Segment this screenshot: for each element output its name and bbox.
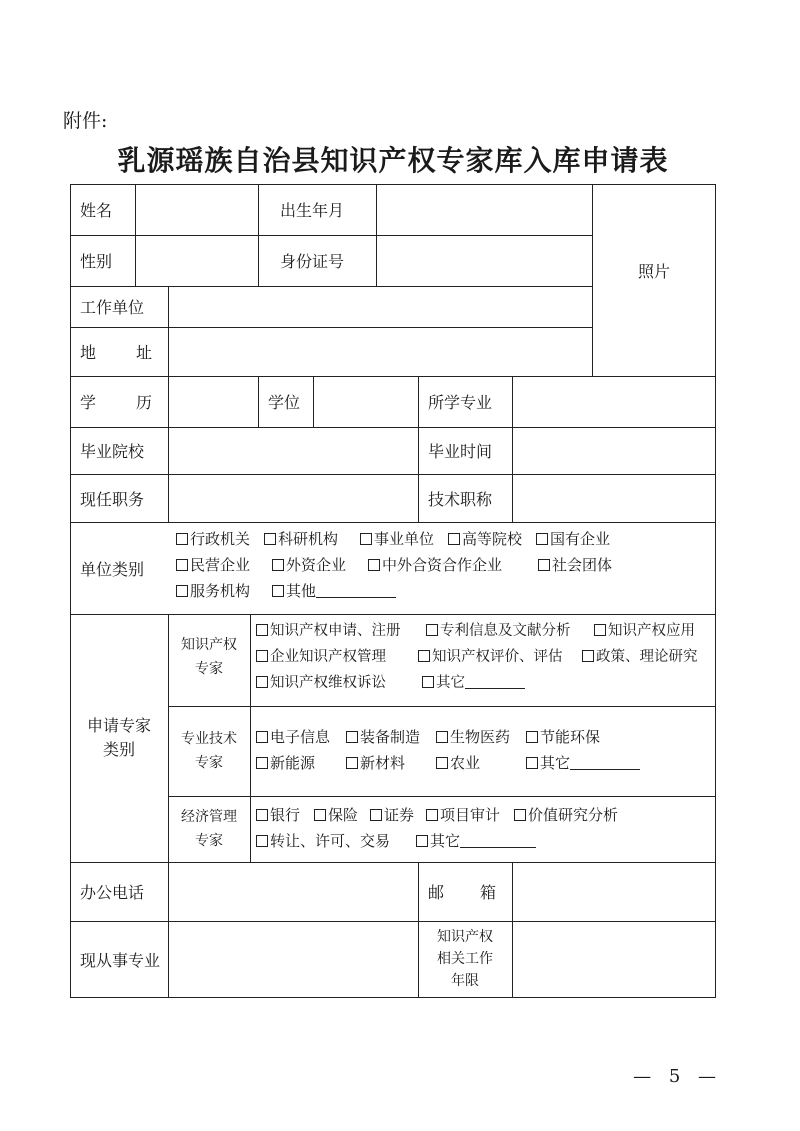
checkbox-option[interactable]: 知识产权维权诉讼 bbox=[256, 670, 422, 696]
current-field-field[interactable] bbox=[168, 921, 418, 997]
tech-expert-options bbox=[256, 724, 640, 776]
email-field[interactable] bbox=[512, 862, 716, 921]
checkbox-icon[interactable] bbox=[346, 731, 358, 743]
checkbox-icon[interactable] bbox=[360, 533, 372, 545]
current-field-label: 现从事专业 bbox=[80, 950, 161, 970]
major-field[interactable] bbox=[512, 376, 716, 427]
checkbox-icon[interactable] bbox=[426, 624, 438, 636]
checkbox-option[interactable]: 新材料 bbox=[346, 750, 436, 776]
school-field[interactable] bbox=[168, 427, 418, 474]
checkbox-option[interactable]: 农业 bbox=[436, 750, 526, 776]
tech-expert-label: 专业技术 专家 bbox=[181, 731, 237, 771]
checkbox-icon[interactable] bbox=[536, 533, 548, 545]
tech-title-field[interactable] bbox=[512, 474, 716, 522]
other-blank-line[interactable] bbox=[316, 582, 396, 598]
checkbox-icon[interactable] bbox=[422, 676, 434, 688]
checkbox-option[interactable]: 民营企业 bbox=[176, 552, 272, 578]
checkbox-icon[interactable] bbox=[256, 624, 268, 636]
birth-field[interactable] bbox=[376, 184, 592, 235]
degree-label: 学位 bbox=[268, 393, 301, 412]
checkbox-option[interactable]: 其它 bbox=[416, 828, 536, 854]
position-field[interactable] bbox=[168, 474, 418, 522]
other-blank-line[interactable] bbox=[465, 673, 525, 689]
checkbox-icon[interactable] bbox=[368, 559, 380, 571]
school-label: 毕业院校 bbox=[80, 442, 145, 461]
checkbox-icon[interactable] bbox=[436, 731, 448, 743]
id-number-field[interactable] bbox=[376, 235, 592, 286]
checkbox-option[interactable]: 高等院校 bbox=[448, 526, 536, 552]
checkbox-option[interactable]: 社会团体 bbox=[538, 552, 612, 578]
checkbox-option[interactable]: 价值研究分析 bbox=[514, 802, 618, 828]
checkbox-option[interactable]: 电子信息 bbox=[256, 724, 346, 750]
checkbox-icon[interactable] bbox=[418, 650, 430, 662]
name-label: 姓名 bbox=[80, 201, 113, 220]
checkbox-option[interactable]: 银行 bbox=[256, 802, 314, 828]
checkbox-option[interactable]: 专利信息及文献分析 bbox=[426, 618, 594, 644]
gender-field[interactable] bbox=[135, 235, 258, 286]
checkbox-icon[interactable] bbox=[582, 650, 594, 662]
checkbox-option[interactable]: 转让、许可、交易 bbox=[256, 828, 416, 854]
checkbox-option[interactable]: 事业单位 bbox=[360, 526, 448, 552]
ip-years-label: 知识产权 相关工作 年限 bbox=[437, 929, 493, 989]
tech-title-label: 技术职称 bbox=[428, 489, 493, 509]
econ-expert-label: 经济管理 专家 bbox=[181, 809, 237, 849]
form-title: 乳源瑶族自治县知识产权专家库入库申请表 bbox=[117, 144, 669, 177]
checkbox-option[interactable]: 科研机构 bbox=[264, 526, 360, 552]
name-field[interactable] bbox=[135, 184, 258, 235]
ip-years-field[interactable] bbox=[512, 921, 716, 997]
checkbox-option[interactable]: 其它 bbox=[526, 750, 640, 776]
education-field[interactable] bbox=[168, 376, 258, 427]
checkbox-option[interactable]: 证券 bbox=[370, 802, 426, 828]
checkbox-option[interactable]: 新能源 bbox=[256, 750, 346, 776]
checkbox-icon[interactable] bbox=[256, 731, 268, 743]
checkbox-option[interactable]: 保险 bbox=[314, 802, 370, 828]
checkbox-option[interactable]: 国有企业 bbox=[536, 526, 610, 552]
checkbox-option[interactable]: 节能环保 bbox=[526, 724, 600, 750]
checkbox-option[interactable]: 服务机构 bbox=[176, 578, 272, 604]
ip-expert-options bbox=[256, 618, 698, 696]
checkbox-icon[interactable] bbox=[256, 809, 268, 821]
checkbox-option[interactable]: 知识产权评价、评估 bbox=[418, 644, 582, 670]
checkbox-icon[interactable] bbox=[264, 533, 276, 545]
checkbox-option[interactable]: 政策、理论研究 bbox=[582, 644, 698, 670]
checkbox-option[interactable]: 外资企业 bbox=[272, 552, 368, 578]
checkbox-option[interactable]: 其他 bbox=[272, 578, 396, 604]
checkbox-option[interactable]: 知识产权申请、注册 bbox=[256, 618, 426, 644]
checkbox-icon[interactable] bbox=[436, 757, 448, 769]
unit-type-options bbox=[176, 526, 612, 604]
checkbox-option[interactable]: 其它 bbox=[422, 670, 525, 696]
checkbox-icon[interactable] bbox=[176, 559, 188, 571]
checkbox-icon[interactable] bbox=[314, 809, 326, 821]
checkbox-option[interactable]: 项目审计 bbox=[426, 802, 514, 828]
checkbox-icon[interactable] bbox=[416, 835, 428, 847]
checkbox-option[interactable]: 生物医药 bbox=[436, 724, 526, 750]
checkbox-option[interactable]: 行政机关 bbox=[176, 526, 264, 552]
photo-label: 照片 bbox=[637, 261, 670, 281]
unit-type-label: 单位类别 bbox=[80, 559, 145, 579]
checkbox-icon[interactable] bbox=[370, 809, 382, 821]
office-phone-field[interactable] bbox=[168, 862, 418, 921]
checkbox-icon[interactable] bbox=[272, 585, 284, 597]
grad-time-field[interactable] bbox=[512, 427, 716, 474]
major-label: 所学专业 bbox=[428, 393, 493, 412]
address-label: 地 址 bbox=[80, 343, 152, 362]
checkbox-option[interactable]: 企业知识产权管理 bbox=[256, 644, 418, 670]
other-blank-line[interactable] bbox=[570, 754, 640, 770]
attachment-label: 附件: bbox=[63, 110, 108, 132]
id-number-label: 身份证号 bbox=[280, 252, 345, 271]
checkbox-option[interactable]: 知识产权应用 bbox=[594, 618, 695, 644]
other-blank-line[interactable] bbox=[460, 832, 536, 848]
checkbox-icon[interactable] bbox=[256, 835, 268, 847]
checkbox-icon[interactable] bbox=[526, 731, 538, 743]
checkbox-option[interactable]: 装备制造 bbox=[346, 724, 436, 750]
checkbox-icon[interactable] bbox=[256, 757, 268, 769]
checkbox-icon[interactable] bbox=[256, 650, 268, 662]
degree-field[interactable] bbox=[313, 376, 418, 427]
checkbox-icon[interactable] bbox=[426, 809, 438, 821]
checkbox-icon[interactable] bbox=[272, 559, 284, 571]
checkbox-icon[interactable] bbox=[176, 585, 188, 597]
application-form bbox=[70, 184, 716, 998]
page-number: — 5 — bbox=[633, 1066, 722, 1087]
checkbox-icon[interactable] bbox=[448, 533, 460, 545]
checkbox-icon[interactable] bbox=[526, 757, 538, 769]
work-unit-label: 工作单位 bbox=[80, 298, 145, 317]
gender-label: 性别 bbox=[80, 252, 113, 271]
checkbox-icon[interactable] bbox=[538, 559, 550, 571]
office-phone-label: 办公电话 bbox=[80, 883, 145, 902]
education-label: 学 历 bbox=[80, 393, 152, 412]
checkbox-option[interactable]: 中外合资合作企业 bbox=[368, 552, 538, 578]
checkbox-icon[interactable] bbox=[256, 676, 268, 688]
checkbox-icon[interactable] bbox=[594, 624, 606, 636]
checkbox-icon[interactable] bbox=[176, 533, 188, 545]
photo-box[interactable] bbox=[592, 184, 716, 376]
econ-expert-options bbox=[256, 802, 618, 854]
expert-type-label: 申请专家 类别 bbox=[86, 716, 151, 759]
position-label: 现任职务 bbox=[80, 489, 145, 509]
email-label: 邮 箱 bbox=[428, 883, 496, 902]
grad-time-label: 毕业时间 bbox=[428, 442, 493, 461]
birth-label: 出生年月 bbox=[280, 201, 345, 220]
address-field[interactable] bbox=[168, 327, 592, 376]
work-unit-field[interactable] bbox=[168, 286, 592, 327]
checkbox-icon[interactable] bbox=[346, 757, 358, 769]
ip-expert-label: 知识产权 专家 bbox=[181, 637, 237, 677]
checkbox-icon[interactable] bbox=[514, 809, 526, 821]
